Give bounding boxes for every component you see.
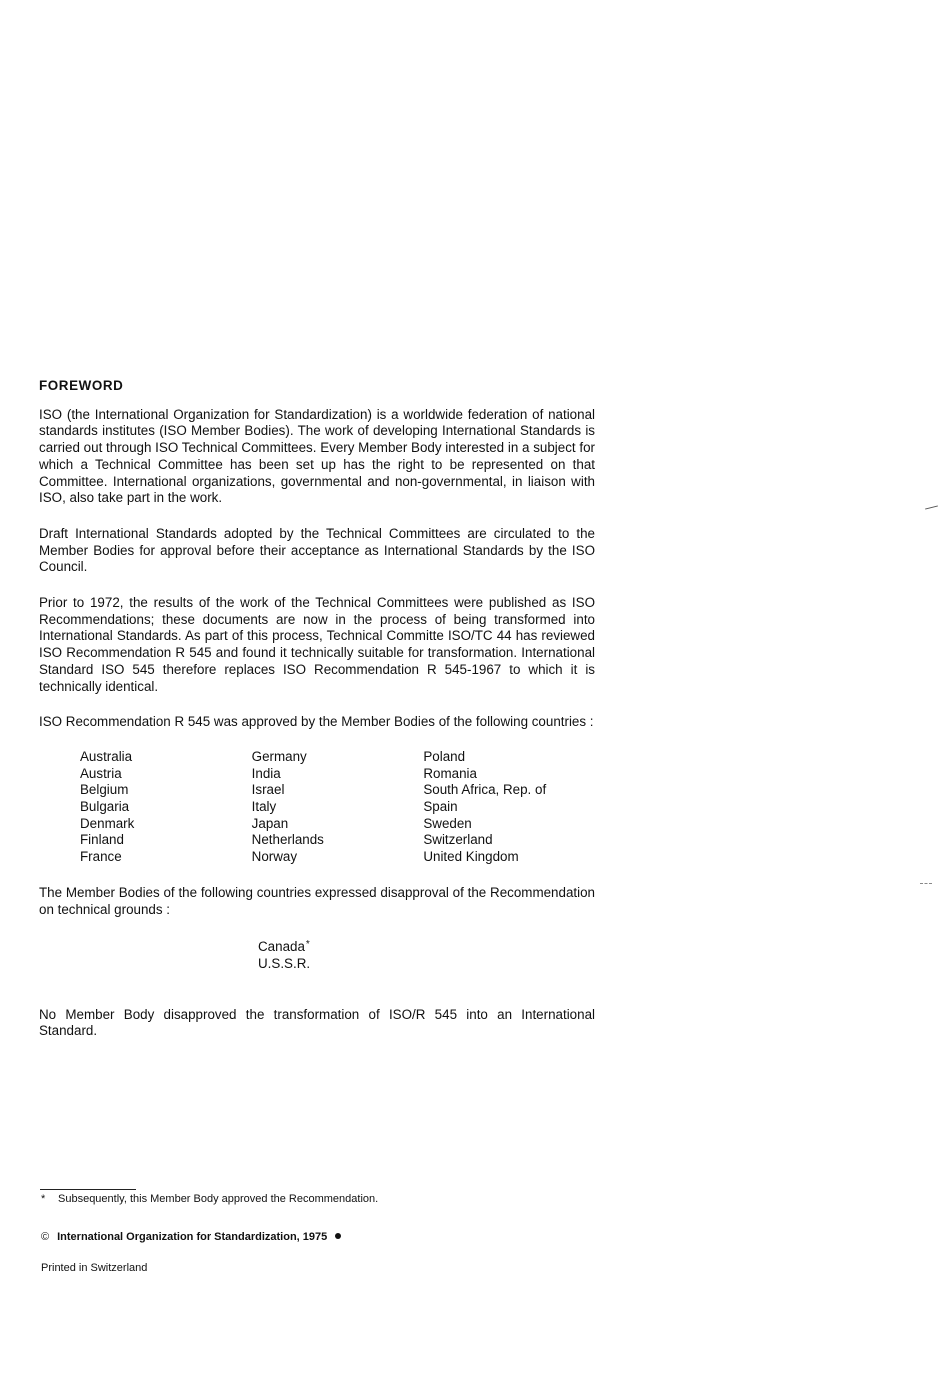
country-item: United Kingdom	[423, 849, 519, 865]
foreword-section	[39, 378, 595, 1040]
footnote-mark: *	[41, 1193, 46, 1205]
country-item: Sweden	[423, 815, 472, 831]
footnote-reference-mark: *	[305, 939, 310, 951]
country-column	[252, 749, 424, 866]
country-item: Poland	[423, 748, 466, 764]
paragraph-transformation: Prior to 1972, the results of the work of the Technical Committees were published as ISO Recommendations; these documents are now in the process of being transformed into International Standards. As part of this process, Technical Committe ISO/TC 44 has reviewed ISO Recommendation R 545 and found it technically suitable for transformation. International Standard ISO 545 therefore replaces ISO Recommendation R 545-1967 to which it is technically identical.	[39, 595, 595, 694]
country-item: India	[251, 765, 281, 781]
paragraph-disapproval-intro: The Member Bodies of the following countries expressed disapproval of the Recommendation on technical grounds :	[39, 884, 595, 917]
country-item: Australia	[80, 748, 133, 764]
country-item: Romania	[423, 765, 477, 781]
country-item: Japan	[251, 815, 289, 831]
country-item: Germany	[251, 748, 307, 764]
paragraph-closing: No Member Body disapproved the transformation of ISO/R 545 into an International Standard.	[39, 1006, 595, 1039]
printed-location: Printed in Switzerland	[41, 1262, 148, 1274]
country-item: South Africa, Rep. of	[423, 782, 547, 798]
country-item: Switzerland	[423, 832, 493, 848]
footnote-text: Subsequently, this Member Body approved the Recommendation.	[58, 1193, 379, 1205]
country-item: Belgium	[80, 782, 129, 798]
country-item: Bulgaria	[80, 799, 130, 815]
copyright-notice	[41, 1230, 341, 1244]
footnote-divider	[40, 1189, 136, 1190]
foreword-heading: FOREWORD	[39, 378, 124, 393]
country-item: Netherlands	[251, 832, 324, 848]
disapproving-country-item	[258, 937, 595, 956]
copyright-text: International Organization for Standardization, 1975	[57, 1231, 328, 1243]
scan-artifact-mark	[920, 883, 932, 884]
paragraph-approval-intro: ISO Recommendation R 545 was approved by the Member Bodies of the following countries :	[39, 714, 594, 730]
paragraph-draft-standards: Draft International Standards adopted by the Technical Committees are circulated to the Member Bodies for approval before their acceptance as International Standards by the ISO Council.	[39, 525, 595, 575]
country-item: Finland	[80, 832, 124, 848]
paragraph-iso-description: ISO (the International Organization for Standardization) is a worldwide federation of national standards institutes (ISO Member Bodies). The work of developing International Standards is carried out through ISO Technical Committees. Every Member Body interested in a subject for which a Technical Committee has been set up has the right to be represented on that Committee. International organizations, governmental and non-governmental, in liaison with ISO, also take part in the work.	[39, 406, 595, 506]
disapproving-country-item: U.S.S.R.	[258, 955, 311, 971]
country-item: Israel	[251, 782, 285, 798]
country-item: France	[80, 849, 122, 865]
copyright-symbol: ©	[41, 1231, 50, 1243]
country-item: Italy	[251, 799, 277, 815]
footnote	[41, 1192, 378, 1206]
country-column	[80, 749, 252, 866]
scan-artifact-mark	[925, 505, 938, 509]
approving-countries-list	[80, 749, 595, 866]
country-column	[423, 749, 595, 866]
country-item: Spain	[423, 799, 458, 815]
country-name: Canada	[258, 939, 305, 955]
country-item: Norway	[251, 849, 298, 865]
country-item: Denmark	[80, 815, 135, 831]
bullet-dot-icon	[335, 1233, 341, 1239]
disapproving-countries-list	[258, 937, 595, 972]
country-item: Austria	[80, 765, 122, 781]
